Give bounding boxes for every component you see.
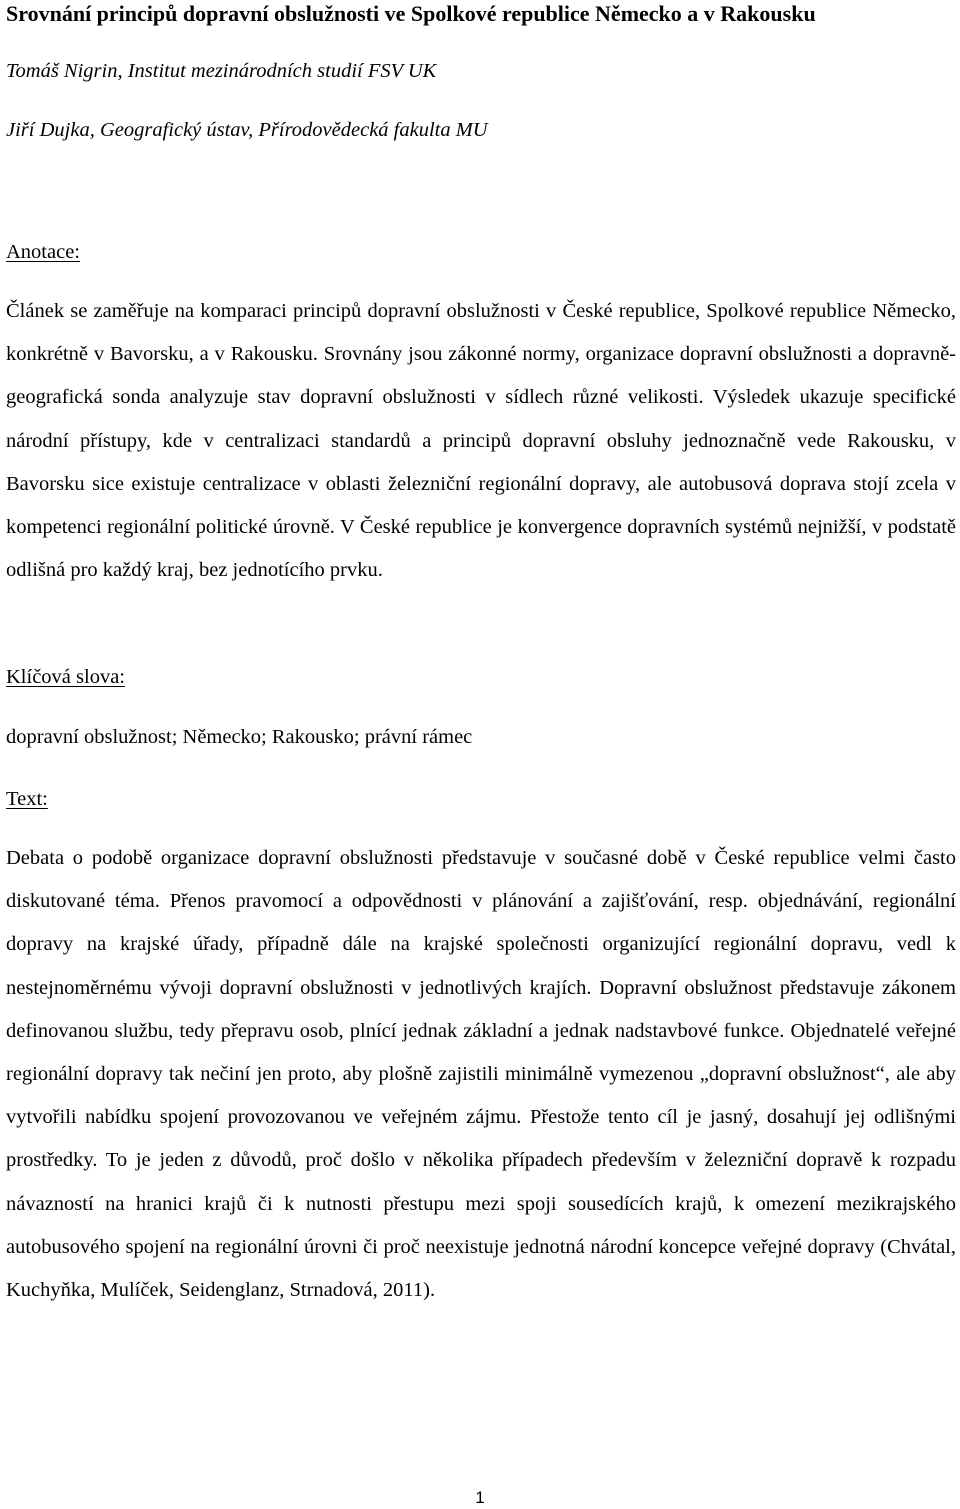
paper-title: Srovnání principů dopravní obslužnosti ve Spolkové republice Německo a v Rakousku <box>6 1 816 26</box>
author-line-1: Tomáš Nigrin, Institut mezinárodních studií FSV UK <box>6 60 437 82</box>
page-number: 1 <box>475 1488 485 1507</box>
keywords-heading: Klíčová slova: <box>6 666 125 688</box>
keywords-text: dopravní obslužnost; Německo; Rakousko; právní rámec <box>6 726 473 748</box>
abstract-heading: Anotace: <box>6 241 80 263</box>
text-heading: Text: <box>6 788 48 810</box>
body-text: Debata o podobě organizace dopravní obslužnosti představuje v současné době v České republice velmi často diskutované téma. Přenos pravomocí a odpovědnosti v plánování a zajišťování, resp. objednávání, regionální dopravy na krajské úřady, případně dále na krajské společnosti organizující regionální dopravu, vedl k nestejnoměrnému vývoji dopravní obslužnosti v jednotlivých krajích. Dopravní obslužnost představuje zákonem definovanou službu, tedy přepravu osob, plnící jednak základní a jednak nadstavbové funkce. Objednatelé veřejné regionální dopravy tak nečiní jen proto, aby plošně zajistili minimálně vymezenou „dopravní obslužnost“, ale aby vytvořili nabídku spojení provozovanou ve veřejném zájmu. Přestože tento cíl je jasný, dosahují jej odlišnými prostředky. To je jeden z důvodů, proč došlo v několika případech především v železniční dopravě k rozpadu návazností na hranici krajů či k nutnosti přestupu mezi spoji sousedících krajů, k omezení mezikrajského autobusového spojení na regionální úrovni či proč neexistuje jednotná národní koncepce veřejné dopravy (Chvátal, Kuchyňka, Mulíček, Seidenglanz, Strnadová, 2011). <box>6 847 956 1302</box>
author-line-2: Jiří Dujka, Geografický ústav, Přírodovědecká fakulta MU <box>6 119 488 141</box>
abstract-text: Článek se zaměřuje na komparaci principů dopravní obslužnosti v České republice, Spolkové republice Německo, konkrétně v Bavorsku, a v Rakousku. Srovnány jsou zákonné normy, organizace dopravní obslužnosti a dopravně-geografická sonda analyzuje stav dopravní obslužnosti v sídlech různé velikosti. Výsledek ukazuje specifické národní přístupy, kde v centralizaci standardů a principů dopravní obsluhy jednoznačně vede Rakousku, v Bavorsku sice existuje centralizace v oblasti železniční regionální dopravy, ale autobusová doprava stojí zcela v kompetenci regionální politické úrovně. V České republice je konvergence dopravních systémů nejnižší, v podstatě odlišná pro každý kraj, bez jednotícího prvku. <box>6 300 956 582</box>
